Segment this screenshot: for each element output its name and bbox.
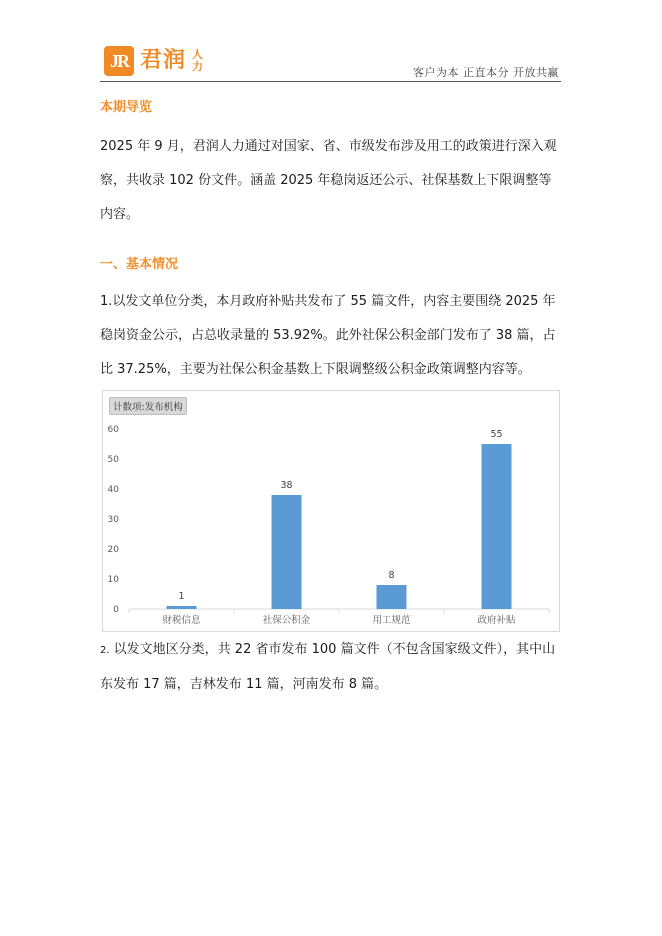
pivot-field-button[interactable]: 计数项:发布机构 bbox=[109, 397, 187, 415]
y-tick-label: 40 bbox=[107, 485, 119, 495]
y-tick-label: 20 bbox=[107, 545, 119, 555]
y-tick-label: 30 bbox=[107, 515, 119, 525]
data-label: 1 bbox=[178, 591, 185, 602]
guide-paragraph: 2025 年 9 月，君润人力通过对国家、省、市级发布涉及用工的政策进行深入观察，共收录 102 份文件。涵盖 2025 年稳岗返还公示、社保基数上下限调整等内容。 bbox=[100, 139, 557, 222]
section-title-basic: 一、基本情况 bbox=[100, 257, 179, 272]
x-tick-label: 政府补贴 bbox=[477, 615, 516, 626]
paragraph-2 bbox=[100, 633, 562, 702]
x-tick-label: 财税信息 bbox=[162, 615, 201, 626]
bar-chart bbox=[102, 390, 560, 632]
logo-subtitle: 人力 bbox=[192, 48, 203, 73]
logo-name: 君润 bbox=[140, 48, 187, 73]
paragraph-2-number: 2. bbox=[100, 645, 110, 656]
data-label: 55 bbox=[490, 429, 503, 440]
slogan: 客户为本 正直本分 开放共赢 bbox=[413, 66, 559, 79]
data-label: 8 bbox=[388, 570, 395, 581]
logo-mark-icon: JR bbox=[104, 46, 134, 76]
header-divider bbox=[100, 81, 561, 82]
data-label: 38 bbox=[280, 480, 293, 491]
bar bbox=[377, 585, 407, 609]
y-tick-label: 10 bbox=[107, 575, 119, 585]
bar bbox=[272, 495, 302, 609]
paragraph-1: 1.以发文单位分类，本月政府补贴共发布了 55 篇文件，内容主要围绕 2025 年稳岗资金公示，占总收录量的 53.92%。此外社保公积金部门发布了 38 篇，占比 37.25%，主要为社保公积金基数上下限调整级公积金政策调整内容等。 bbox=[100, 294, 556, 377]
paragraph-2-text: 以发文地区分类，共 22 省市发布 100 篇文件（不包含国家级文件），其中山东发布 17 篇，吉林发布 11 篇，河南发布 8 篇。 bbox=[100, 642, 556, 692]
bar bbox=[167, 606, 197, 609]
y-tick-label: 50 bbox=[107, 455, 119, 465]
section-title-guide: 本期导览 bbox=[100, 100, 153, 115]
x-tick-label: 社保公积金 bbox=[262, 615, 311, 626]
page-header bbox=[100, 44, 561, 82]
y-tick-label: 0 bbox=[113, 605, 119, 615]
x-tick-label: 用工规范 bbox=[372, 615, 411, 626]
chart-canvas bbox=[103, 391, 559, 631]
y-tick-label: 60 bbox=[107, 425, 119, 435]
bar bbox=[482, 444, 512, 609]
